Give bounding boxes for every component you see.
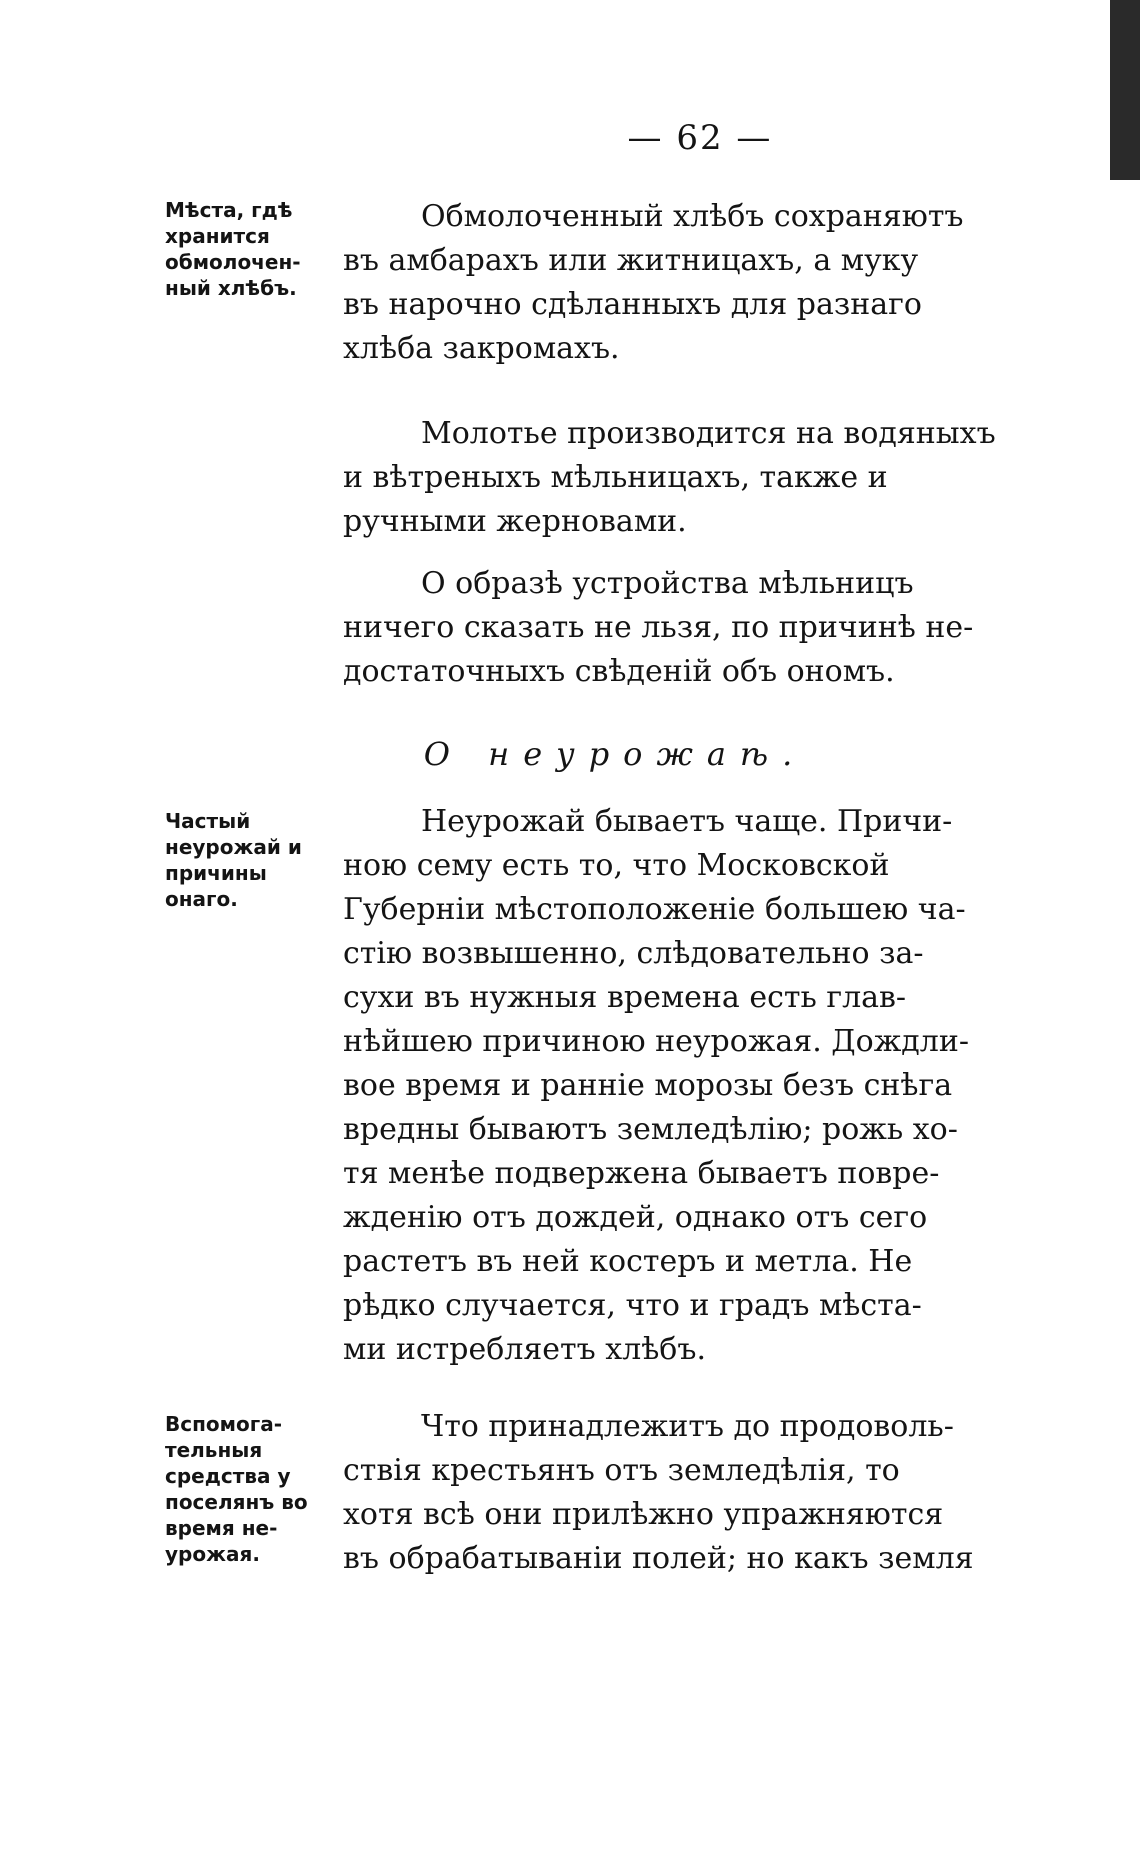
margin-note-storage	[165, 197, 325, 301]
margin-line: онаго.	[165, 887, 238, 911]
text-line: вое время и ранніе морозы безъ снѣга	[343, 1068, 953, 1103]
margin-line: причины	[165, 861, 267, 885]
text-line: Губерніи мѣстоположеніе большею ча-	[343, 892, 966, 927]
text-line: достаточныхъ свѣденій объ ономъ.	[343, 654, 895, 689]
margin-line: Вспомога-	[165, 1412, 282, 1436]
text-line: въ обрабатываніи полей; но какъ земля	[343, 1541, 974, 1576]
paragraph	[343, 562, 1063, 694]
text-line: и вѣтреныхъ мѣльницахъ, также и	[343, 460, 888, 495]
text-line: стію возвышенно, слѣдовательно за-	[343, 936, 924, 971]
paragraph	[343, 195, 1063, 371]
text-line: Обмолоченный хлѣбъ сохраняютъ	[421, 199, 964, 234]
text-line: хлѣба закромахъ.	[343, 331, 620, 366]
page-number: — 62 —	[627, 118, 773, 158]
paragraph	[343, 1405, 1063, 1581]
text-line: жденію отъ дождей, однако отъ сего	[343, 1200, 928, 1235]
margin-line: хранится	[165, 224, 270, 248]
margin-line: ный хлѣбъ.	[165, 276, 297, 300]
margin-line: обмолочен-	[165, 250, 301, 274]
margin-line: время не-	[165, 1516, 278, 1540]
text-line: хотя всѣ они прилѣжно упражняются	[343, 1497, 944, 1532]
text-line: нѣйшею причиною неурожая. Дождли-	[343, 1024, 969, 1059]
text-line: въ амбарахъ или житницахъ, а муку	[343, 243, 919, 278]
margin-line: Мѣста, гдѣ	[165, 198, 293, 222]
text-line: въ нарочно сдѣланныхъ для разнаго	[343, 287, 922, 322]
text-line: ручными жерновами.	[343, 504, 687, 539]
margin-note-crop-failure	[165, 808, 325, 912]
text-line: Неурожай бываетъ чаще. Причи-	[421, 804, 953, 839]
margin-line: Частый	[165, 809, 251, 833]
text-line: рѣдко случается, что и градъ мѣста-	[343, 1288, 922, 1323]
margin-line: урожая.	[165, 1542, 260, 1566]
text-line: растетъ въ ней костеръ и метла. Не	[343, 1244, 913, 1279]
page-edge-shadow	[1110, 0, 1140, 180]
margin-line: средства у	[165, 1464, 291, 1488]
text-line: сухи въ нужныя времена есть глав-	[343, 980, 907, 1015]
text-line: ствія крестьянъ отъ земледѣлія, то	[343, 1453, 900, 1488]
margin-line: неурожай и	[165, 835, 302, 859]
text-line: Молотье производится на водяныхъ	[421, 416, 996, 451]
text-line: тя менѣе подвержена бываетъ повре-	[343, 1156, 940, 1191]
section-heading: О неурожаѣ.	[423, 735, 807, 773]
paragraph	[343, 800, 1063, 1372]
margin-line: тельныя	[165, 1438, 263, 1462]
text-line: ною сему есть то, что Московской	[343, 848, 890, 883]
paragraph	[343, 412, 1063, 544]
text-line: вредны бываютъ земледѣлію; рожь хо-	[343, 1112, 958, 1147]
margin-line: поселянъ во	[165, 1490, 308, 1514]
text-line: ничего сказать не льзя, по причинѣ не-	[343, 610, 974, 645]
text-line: ми истребляетъ хлѣбъ.	[343, 1332, 706, 1367]
text-line: О образѣ устройства мѣльницъ	[421, 566, 914, 601]
text-line: Что принадлежитъ до продоволь-	[421, 1409, 954, 1444]
margin-note-auxiliary	[165, 1411, 325, 1567]
